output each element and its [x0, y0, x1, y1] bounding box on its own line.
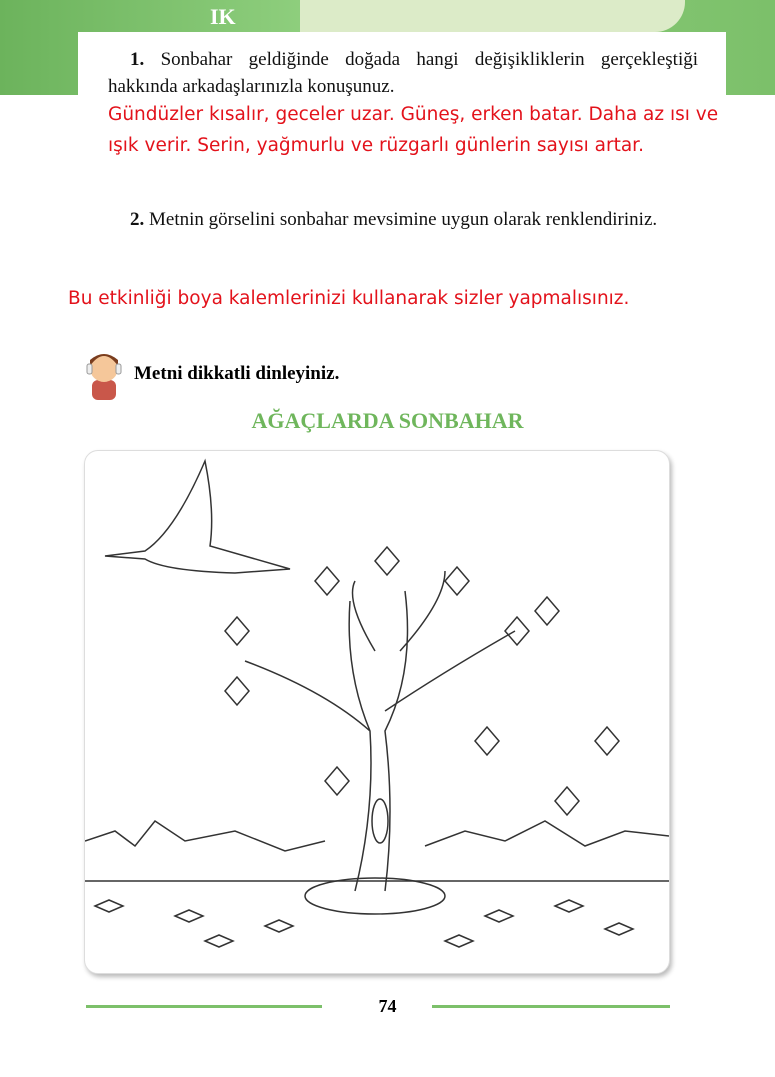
- listen-text: Metni dikkatli dinleyiniz.: [134, 363, 340, 384]
- answer-1: Gündüzler kısalır, geceler uzar. Güneş, erken batar. Daha az ısı ve ışık verir. Serin, yağmurlu ve rüzgarlı günlerin sayısı artar.: [108, 104, 719, 156]
- header-band-light: [300, 0, 685, 32]
- page-number: 74: [378, 996, 397, 1016]
- bird: [105, 461, 290, 573]
- section-title: IK: [210, 4, 236, 29]
- tree-hollow: [372, 799, 388, 843]
- tree-drawing: [85, 451, 669, 973]
- listen-instruction: [82, 346, 339, 402]
- question-1: [108, 46, 698, 100]
- leaves: [95, 547, 633, 947]
- question-number: 2.: [130, 209, 145, 230]
- story-title: AĞAÇLARDA SONBAHAR: [251, 408, 524, 433]
- question-text: Sonbahar geldiğinde doğada hangi değişikliklerin gerçekleştiği hakkında arkadaşlarınızla konuşunuz.: [108, 49, 698, 97]
- question-text: Metnin görselini sonbahar mevsimine uygun olarak renklendiriniz.: [149, 209, 658, 230]
- answer-2: Bu etkinliği boya kalemlerinizi kullanarak sizler yapmalısınız.: [68, 288, 630, 309]
- coloring-illustration: [84, 450, 670, 974]
- question-2: [108, 206, 698, 233]
- question-number: 1.: [130, 49, 145, 70]
- stones: [305, 878, 445, 914]
- child-headphones-icon: [82, 346, 126, 402]
